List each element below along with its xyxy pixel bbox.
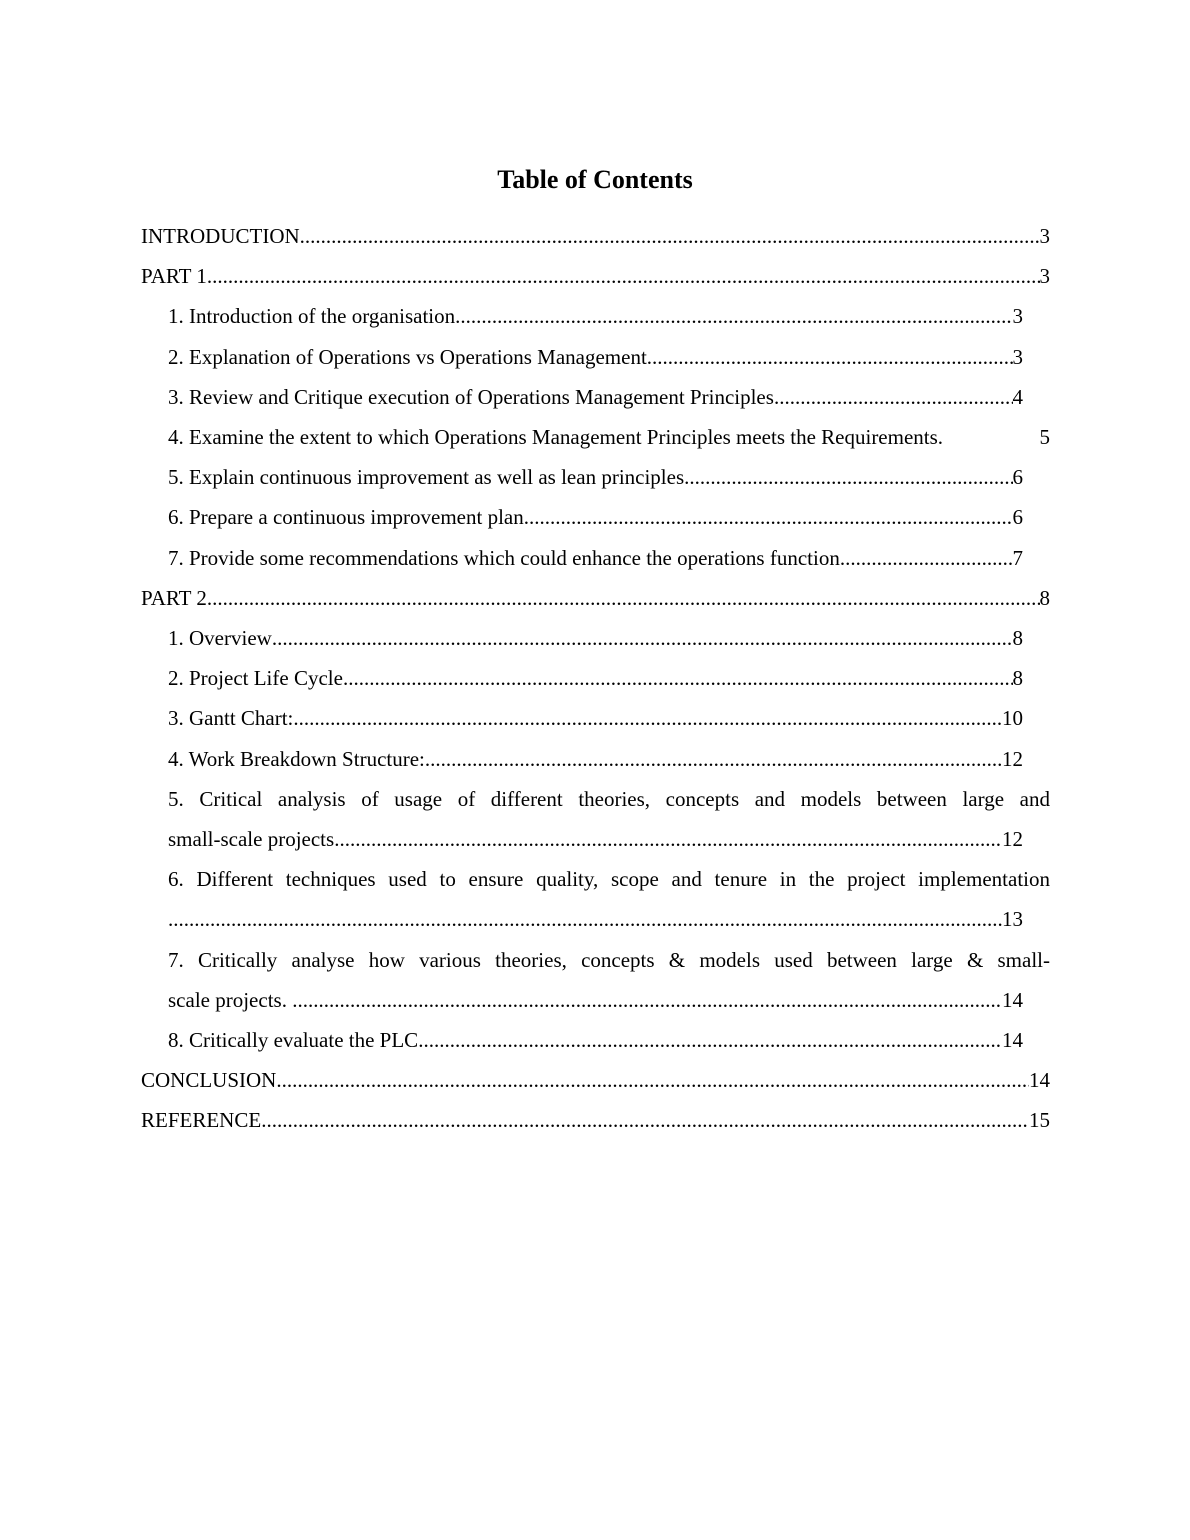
dot-leader — [840, 538, 1013, 578]
toc-entry-text: 1. Introduction of the organisation — [168, 304, 456, 329]
toc-entry-text: 2. Explanation of Operations vs Operations Management — [168, 344, 647, 369]
toc-page-number: 6 — [1012, 505, 1023, 530]
dot-leader — [647, 337, 1013, 377]
dot-leader — [168, 899, 1002, 939]
dot-leader — [774, 377, 1013, 417]
toc-entry-reference[interactable] — [141, 1100, 1050, 1140]
dot-leader — [455, 296, 1012, 336]
dot-leader — [425, 739, 1002, 779]
toc-entry-operations-vs-management[interactable] — [168, 337, 1023, 377]
toc-entry-text: 1. Overview — [168, 626, 272, 651]
toc-entry-examine-extent[interactable] — [168, 417, 1050, 457]
toc-entry-text: 2. Project Life Cycle — [168, 666, 343, 691]
toc-page-number: 14 — [1002, 1028, 1023, 1053]
toc-entry-text: 4. Examine the extent to which Operations Management Principles meets the Requirements. — [168, 425, 944, 450]
toc-entry-critically-evaluate-plc[interactable] — [168, 1020, 1023, 1060]
toc-page-number: 3 — [1039, 264, 1050, 289]
toc-entry-critical-analysis[interactable] — [168, 779, 1050, 859]
toc-page-number: 4 — [1012, 384, 1023, 409]
toc-entry-review-critique[interactable] — [168, 377, 1023, 417]
toc-entry-text-line-1: 6. Different techniques used to ensure quality, scope and tenure in the project implementation — [168, 867, 1050, 892]
toc-entry-gantt-chart[interactable] — [168, 698, 1023, 738]
toc-entry-text: 3. Review and Critique execution of Operations Management Principles — [168, 384, 774, 409]
toc-entry-text: PART 2 — [141, 585, 207, 610]
dot-leader — [272, 618, 1013, 658]
toc-entry-text: CONCLUSION — [141, 1068, 277, 1093]
toc-entry-improvement-plan[interactable] — [168, 497, 1023, 537]
toc-entry-introduction[interactable] — [141, 216, 1050, 256]
toc-entry-part-1[interactable] — [141, 256, 1050, 296]
dot-leader — [524, 497, 1013, 537]
dot-leader — [300, 216, 1040, 256]
toc-entry-continuous-improvement[interactable] — [168, 457, 1023, 497]
dot-leader — [684, 457, 1012, 497]
toc-entry-text: 5. Explain continuous improvement as well as lean principles — [168, 465, 685, 490]
toc-entry-text-line-1: 7. Critically analyse how various theories, concepts & models used between large & small- — [168, 947, 1050, 972]
dot-leader — [334, 819, 1002, 859]
toc-entry-work-breakdown-structure[interactable] — [168, 739, 1023, 779]
toc-entry-text-line-2: small-scale projects — [168, 827, 335, 852]
toc-page-number: 10 — [1002, 706, 1023, 731]
toc-page-number: 3 — [1012, 344, 1023, 369]
dot-leader — [261, 1100, 1029, 1140]
toc-entry-text-line-1: 5. Critical analysis of usage of different theories, concepts and models between large and — [168, 786, 1050, 811]
toc-page-number: 12 — [1002, 827, 1023, 852]
dot-leader — [293, 698, 1002, 738]
toc-page-number: 5 — [1039, 425, 1050, 450]
dot-leader — [276, 1060, 1029, 1100]
toc-page-number: 8 — [1039, 585, 1050, 610]
toc-entry-critically-analyse[interactable] — [168, 940, 1050, 1020]
toc-entry-text: REFERENCE — [141, 1108, 262, 1133]
toc-page-number: 3 — [1012, 304, 1023, 329]
dot-leader — [418, 1020, 1002, 1060]
toc-page-number: 8 — [1012, 626, 1023, 651]
toc-page-number: 8 — [1012, 666, 1023, 691]
toc-entry-text: INTRODUCTION — [141, 224, 300, 248]
toc-entry-introduction-of-organisation[interactable] — [168, 296, 1023, 336]
toc-entry-conclusion[interactable] — [141, 1060, 1050, 1100]
toc-entry-text: 7. Provide some recommendations which could enhance the operations function — [168, 545, 840, 570]
toc-entry-text: 6. Prepare a continuous improvement plan — [168, 505, 524, 530]
toc-entry-text: 3. Gantt Chart: — [168, 706, 294, 731]
dot-leader — [343, 658, 1013, 698]
table-of-contents — [141, 216, 1050, 1141]
toc-entry-text-line-2: scale projects. — [168, 987, 293, 1012]
toc-entry-text: 4. Work Breakdown Structure: — [168, 746, 425, 771]
toc-entry-part-2[interactable] — [141, 578, 1050, 618]
toc-entry-text: PART 1 — [141, 264, 207, 289]
toc-entry-recommendations[interactable] — [168, 538, 1023, 578]
dot-leader — [207, 256, 1040, 296]
toc-page-number: 15 — [1029, 1108, 1050, 1133]
toc-page-number: 7 — [1012, 545, 1023, 570]
dot-leader — [207, 578, 1040, 618]
toc-page-number: 14 — [1002, 987, 1023, 1012]
toc-entry-different-techniques[interactable] — [168, 859, 1050, 939]
dot-leader — [292, 980, 1002, 1020]
toc-page-number: 6 — [1012, 465, 1023, 490]
toc-title: Table of Contents — [497, 165, 693, 194]
toc-entry-text: 8. Critically evaluate the PLC — [168, 1028, 419, 1053]
toc-entry-project-life-cycle[interactable] — [168, 658, 1023, 698]
toc-page-number: 14 — [1029, 1068, 1050, 1093]
toc-page-number: 13 — [1002, 907, 1023, 932]
toc-entry-overview[interactable] — [168, 618, 1023, 658]
toc-page-number: 12 — [1002, 746, 1023, 771]
toc-page-number: 3 — [1039, 224, 1050, 248]
